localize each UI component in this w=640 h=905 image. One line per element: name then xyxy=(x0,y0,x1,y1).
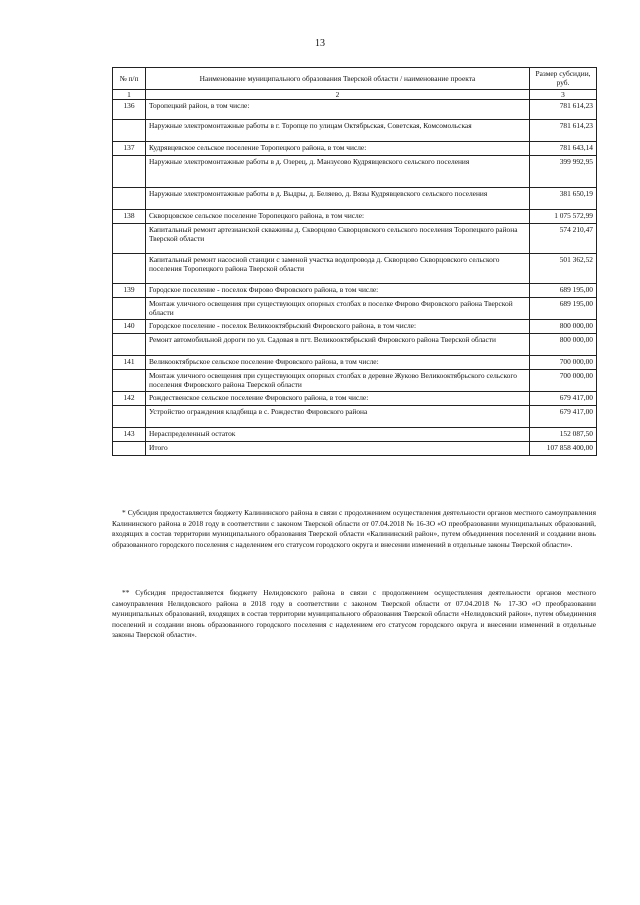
row-name: Капитальный ремонт насосной станции с заменой участка водопровода д. Скворцово Скворцовского сельского поселения Торопецкого района Тверской области xyxy=(146,253,530,283)
table-row xyxy=(113,253,597,283)
row-name: Скворцовское сельское поселение Торопецкого района, в том числе: xyxy=(146,209,530,223)
table-row xyxy=(113,441,597,455)
table-row xyxy=(113,187,597,209)
row-number: 136 xyxy=(113,99,146,119)
row-amount: 689 195,00 xyxy=(530,283,597,297)
footnote-kalininsky xyxy=(112,508,596,550)
row-name: Рождественское сельское поселение Фировского района, в том числе: xyxy=(146,391,530,405)
row-number: 140 xyxy=(113,319,146,333)
table-row xyxy=(113,333,597,355)
row-number xyxy=(113,119,146,141)
column-index-row xyxy=(113,89,597,99)
row-name: Кудрявцевское сельское поселение Торопецкого района, в том числе: xyxy=(146,141,530,155)
header-num: № п/п xyxy=(113,68,146,90)
row-amount: 107 858 400,00 xyxy=(530,441,597,455)
row-name: Торопецкий район, в том числе: xyxy=(146,99,530,119)
row-number xyxy=(113,223,146,253)
row-name: Наружные электромонтажные работы в д. Выдры, д. Беляево, д. Вязы Кудрявцевского сельского поселения xyxy=(146,187,530,209)
row-name: Итого xyxy=(146,441,530,455)
row-number xyxy=(113,405,146,427)
row-number: 142 xyxy=(113,391,146,405)
row-name: Великооктябрьское сельское поселение Фировского района, в том числе: xyxy=(146,355,530,369)
footnote-text: * Субсидия предоставляется бюджету Калининского района в связи с продолжением осуществления деятельности органов местного самоуправления Калининского района в 2018 году в соответствии с законом Тверской области от 07.04.2018 № 16-ЗО «О преобразовании муниципальных образований, входящих в состав территории муниципального образования Тверской области «Калининский район», путем объединения поселений и создании вновь образованного городского поселения с наделением его статусом городского округа и внесении изменений в отдельные законы Тверской области». xyxy=(112,508,596,549)
footnote-nelidovsky xyxy=(112,588,596,641)
table-row xyxy=(113,141,597,155)
row-amount: 1 075 572,99 xyxy=(530,209,597,223)
row-amount: 501 362,52 xyxy=(530,253,597,283)
table-row xyxy=(113,391,597,405)
row-name: Наружные электромонтажные работы в д. Озерец, д. Манзуєово Кудрявцевского сельского поселения xyxy=(146,155,530,187)
row-amount: 700 000,00 xyxy=(530,355,597,369)
row-number xyxy=(113,297,146,319)
column-index: 1 xyxy=(113,89,146,99)
table-row xyxy=(113,155,597,187)
table-row xyxy=(113,405,597,427)
row-name: Городское поселение - поселок Великооктябрьский Фировского района, в том числе: xyxy=(146,319,530,333)
row-number: 138 xyxy=(113,209,146,223)
row-name: Монтаж уличного освещения при существующих опорных столбах в поселке Фирово Фировского района Тверской области xyxy=(146,297,530,319)
footnote-text: ** Субсидия предоставляется бюджету Нелидовского района в связи с продолжением осуществления деятельности органов местного самоуправления Нелидовского района в 2018 году в соответствии с законом Тверской области от 07.04.2018 № 17-ЗО «О преобразовании муниципальных образований, входящих в состав территории муниципального образования Тверской области «Нелидовский район», путем объединения поселений и создании вновь образованного городского поселения с наделением его статусом городского округа и внесении изменений в отдельные законы Тверской области». xyxy=(112,588,596,640)
table-row xyxy=(113,119,597,141)
row-amount: 781 614,23 xyxy=(530,99,597,119)
row-amount: 574 210,47 xyxy=(530,223,597,253)
column-index: 3 xyxy=(530,89,597,99)
row-name: Нераспределенный остаток xyxy=(146,427,530,441)
row-number: 139 xyxy=(113,283,146,297)
header-amount: Размер субсидии, руб. xyxy=(530,68,597,90)
row-number xyxy=(113,333,146,355)
table-row xyxy=(113,209,597,223)
table-row xyxy=(113,283,597,297)
row-name: Наружные электромонтажные работы в г. Торопце по улицам Октябрьская, Советская, Комсомольская xyxy=(146,119,530,141)
row-amount: 381 650,19 xyxy=(530,187,597,209)
page-number: 13 xyxy=(315,38,325,49)
row-number xyxy=(113,441,146,455)
row-amount: 152 087,50 xyxy=(530,427,597,441)
row-amount: 679 417,00 xyxy=(530,405,597,427)
row-number xyxy=(113,155,146,187)
row-number: 141 xyxy=(113,355,146,369)
row-amount: 800 000,00 xyxy=(530,333,597,355)
row-number: 137 xyxy=(113,141,146,155)
row-name: Устройство ограждения кладбища в с. Рождество Фировского района xyxy=(146,405,530,427)
row-number xyxy=(113,253,146,283)
table-row xyxy=(113,427,597,441)
table-row xyxy=(113,355,597,369)
row-amount: 679 417,00 xyxy=(530,391,597,405)
row-number xyxy=(113,187,146,209)
row-name: Капитальный ремонт артезианской скважины д. Скворцово Скворцовского сельского поселения Торопецкого района Тверской области xyxy=(146,223,530,253)
row-name: Городское поселение - поселок Фирово Фировского района, в том числе: xyxy=(146,283,530,297)
table-header-row xyxy=(113,68,597,90)
row-name: Монтаж уличного освещения при существующих опорных столбах в деревне Жуково Великооктябрьского сельского поселения Фировского района Тверской области xyxy=(146,369,530,391)
row-amount: 781 614,23 xyxy=(530,119,597,141)
column-index: 2 xyxy=(146,89,530,99)
row-amount: 700 000,00 xyxy=(530,369,597,391)
row-amount: 781 643,14 xyxy=(530,141,597,155)
table-row xyxy=(113,297,597,319)
header-name: Наименование муниципального образования Тверской области / наименование проекта xyxy=(146,68,530,90)
row-number: 143 xyxy=(113,427,146,441)
subsidy-table xyxy=(112,67,597,456)
row-amount: 689 195,00 xyxy=(530,297,597,319)
row-amount: 800 000,00 xyxy=(530,319,597,333)
row-amount: 399 992,95 xyxy=(530,155,597,187)
table-row xyxy=(113,99,597,119)
row-name: Ремонт автомобильной дороги по ул. Садовая в пгт. Великооктябрьский Фировского района Тверской области xyxy=(146,333,530,355)
table-row xyxy=(113,369,597,391)
table-row xyxy=(113,223,597,253)
row-number xyxy=(113,369,146,391)
table-row xyxy=(113,319,597,333)
